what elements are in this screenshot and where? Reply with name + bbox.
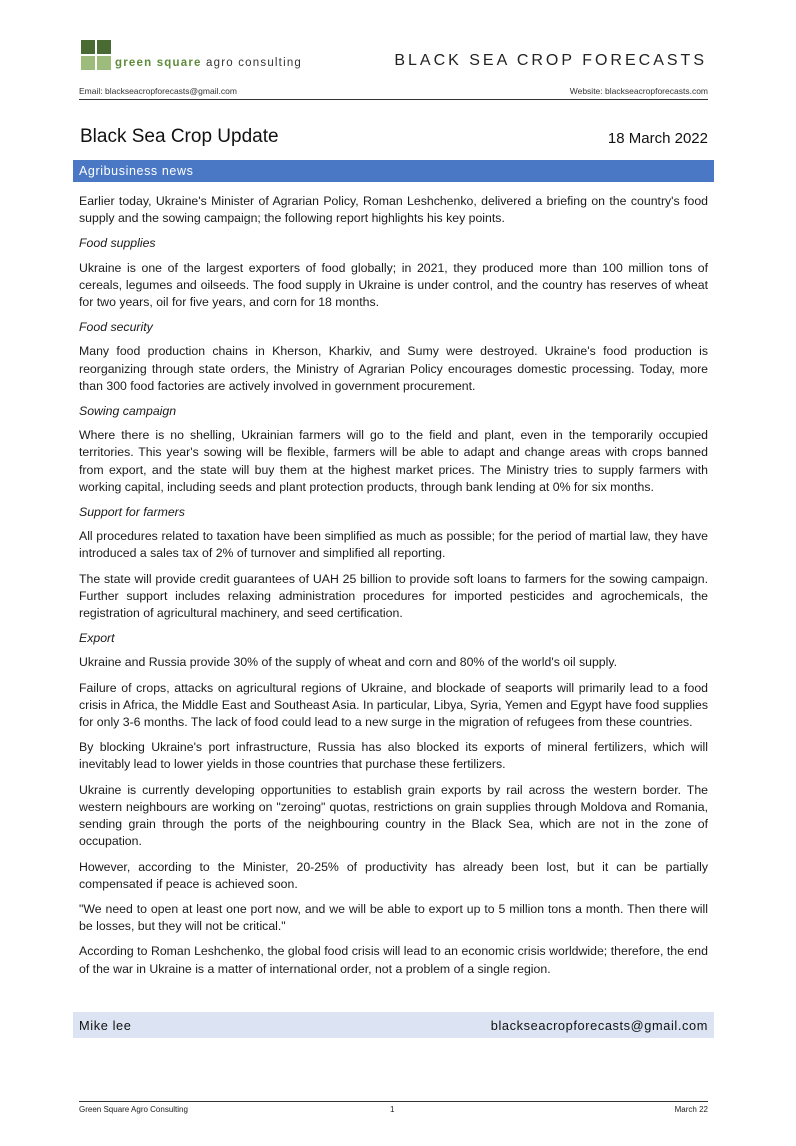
paragraph: By blocking Ukraine's port infrastructure, Russia has also blocked its exports of mineral fertilizers, which will inevitably lead to lower yields in those countries that purchase these fertilizers.	[79, 740, 708, 772]
page-number: 1	[390, 1105, 395, 1114]
logo-text-suffix: agro consulting	[201, 57, 303, 69]
paragraph: Ukraine and Russia provide 30% of the supply of wheat and corn and 80% of the world's oil supply.	[79, 655, 618, 670]
paragraph: The state will provide credit guarantees of UAH 25 billion to provide soft loans to farmers for the sowing campaign. Further support includes relaxing administration procedures for imported pesticides and agrochemicals, the registration of agricultural machinery, and seed certification.	[79, 571, 708, 621]
paragraph: Ukraine is one of the largest exporters of food globally; in 2021, they produced more than 100 million tons of cereals, legumes and oilseeds. The food supply in Ukraine is under control, and the country has reserves of wheat for two years, oil for five years, and corn for 18 months.	[79, 260, 708, 310]
header-divider	[79, 99, 708, 100]
footer-company: Green Square Agro Consulting	[79, 1105, 188, 1114]
contact-row	[79, 86, 708, 100]
paragraph: Many food production chains in Kherson, Kharkiv, and Sumy were destroyed. Ukraine's food production is reorganizing through state orders, the Ministry of Agrarian Policy encourages domestic processing. Today, more than 300 food factories are actively involved in government procurement.	[79, 344, 708, 393]
footer-date: March 22	[674, 1105, 708, 1114]
author-email[interactable]: blackseacropforecasts@gmail.com	[490, 1018, 708, 1033]
document-date: 18 March 2022	[607, 130, 708, 147]
subheading: Export	[79, 631, 115, 646]
subheading: Support for farmers	[79, 505, 185, 520]
section-header: Agribusiness news	[73, 160, 714, 182]
paragraph: All procedures related to taxation have been simplified as much as possible; for the period of martial law, they have introduced a sales tax of 2% of turnover and simplified all reporting.	[79, 529, 708, 561]
page-title: Black Sea Crop Update	[80, 126, 279, 147]
paragraph: According to Roman Leshchenko, the global food crisis will lead to an economic crisis worldwide; therefore, the end of the war in Ukraine is a matter of international order, not a problem of a single region.	[79, 944, 708, 976]
page-footer	[79, 1105, 708, 1117]
header-email[interactable]: Email: blackseacropforecasts@gmail.com	[79, 86, 237, 96]
logo-squares-icon	[81, 40, 111, 70]
footer-divider	[79, 1101, 708, 1102]
article-body	[79, 193, 708, 986]
brand-title: BLACK SEA CROP FORECASTS	[394, 52, 707, 69]
paragraph: However, according to the Minister, 20-25% of productivity has already been lost, but it can be partially compensated if peace is achieved soon.	[79, 859, 708, 891]
paragraph: Ukraine is currently developing opportunities to establish grain exports by rail across the western border. The western neighbours are working on "zeroing" quotas, restrictions on grain supplies through Moldova and Romania, sending grain through the ports of the neighbouring country in the Black Sea, which are not in the zone of occupation.	[79, 782, 708, 849]
paragraph: "We need to open at least one port now, and we will be able to export up to 5 million tons a month. Then there will be losses, but they will not be critical."	[79, 901, 708, 934]
paragraph: Where there is no shelling, Ukrainian farmers will go to the field and plant, even in the temporarily occupied territories. This year's sowing will be flexible, farmers will be able to adapt and change areas with crops banned from export, and the state will buy them at the highest market prices. The Ministry tries to supply farmers with working capital, including seeds and plant protection products, through bank lending at 0% for six months.	[79, 428, 708, 494]
header-website[interactable]: Website: blackseacropforecasts.com	[569, 86, 708, 96]
paragraph: Earlier today, Ukraine's Minister of Agrarian Policy, Roman Leshchenko, delivered a briefing on the country's food supply and the sowing campaign; the following report highlights his key points.	[79, 194, 708, 226]
logo-text	[115, 57, 302, 69]
logo-text-green: green square	[115, 57, 202, 69]
subheading: Sowing campaign	[79, 404, 177, 419]
subheading: Food security	[79, 320, 153, 335]
subheading: Food supplies	[79, 236, 156, 251]
author-name: Mike lee	[79, 1018, 132, 1033]
author-bar	[73, 1012, 714, 1038]
paragraph: Failure of crops, attacks on agricultural regions of Ukraine, and blockade of seaports will primarily lead to a food crisis in Africa, the Middle East and Southeast Asia. In particular, Libya, Syria, Yemen and Egypt have food supplies for only 3-6 months. The lack of food could lead to a new surge in the migration of refugees from these countries.	[79, 680, 708, 730]
